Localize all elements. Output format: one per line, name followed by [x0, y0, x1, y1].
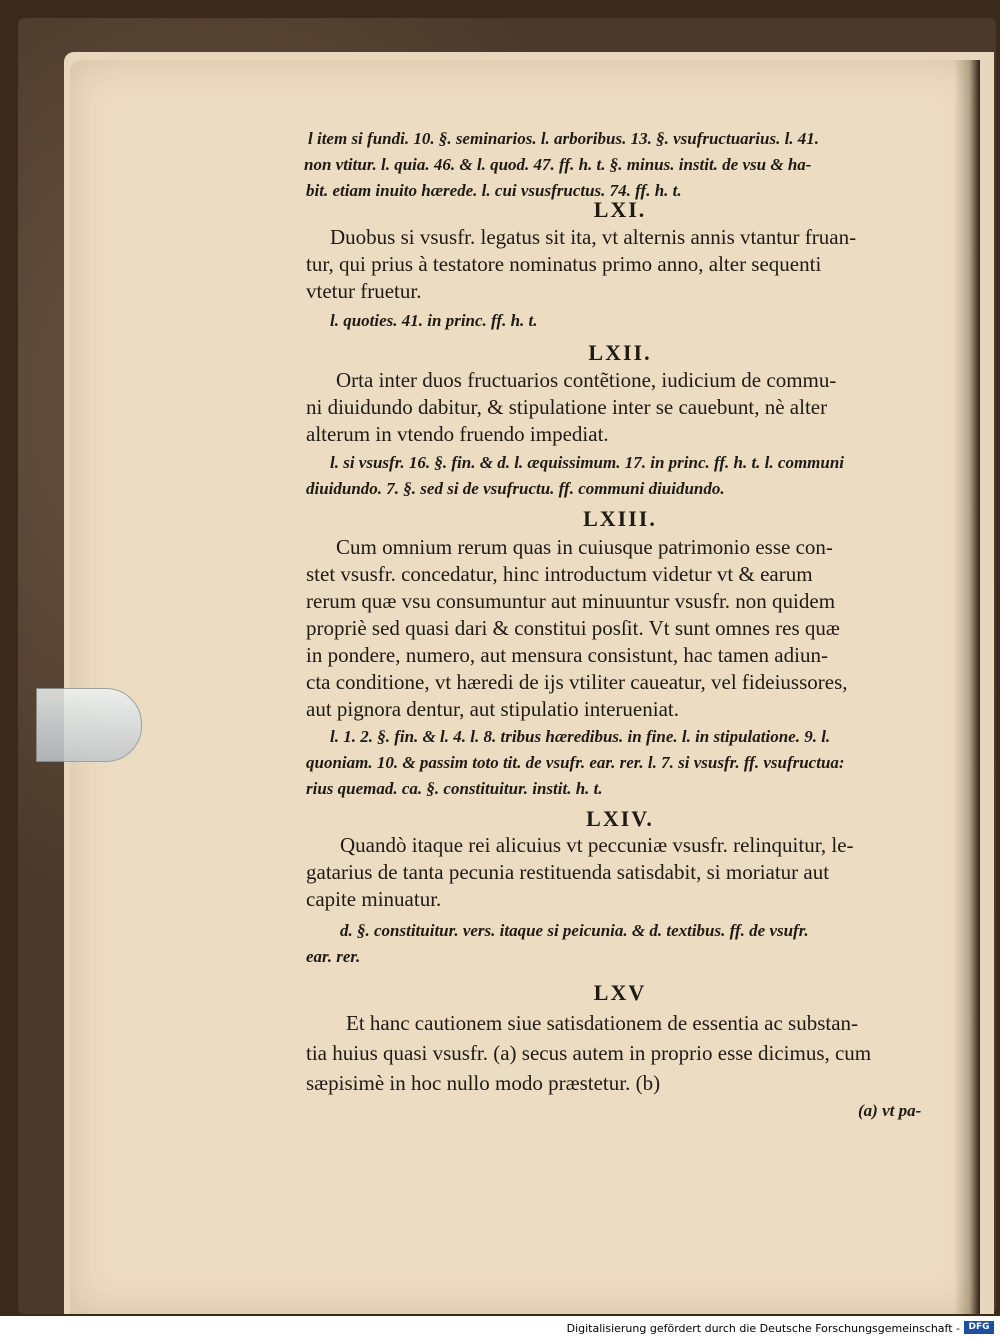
- paragraph-line: stet vsusfr. concedatur, hinc introductum videtur vt & earum: [306, 562, 813, 586]
- paragraph-line: rerum quæ vsu consumuntur aut minuuntur vsusfr. non quidem: [306, 589, 836, 613]
- citation-line: quoniam. 10. & passim toto tit. de vsufr. ear. rer. l. 7. si vsusfr. ff. vsufructua:: [306, 753, 845, 772]
- paragraph-line: propriè sed quasi dari & constitui posſit. Vt sunt omnes res quæ: [306, 616, 840, 640]
- paragraph-line: ni diuidundo dabitur, & stipulatione inter se cauebunt, nè alter: [306, 395, 828, 419]
- paragraph-line: aut pignora dentur, aut stipulatio interueniat.: [306, 697, 679, 721]
- section-number: LXV: [593, 980, 647, 1005]
- paragraph-line: Quandò itaque rei alicuius vt peccuniæ vsusfr. relinquitur, le-: [340, 833, 854, 857]
- citation-line: ear. rer.: [306, 947, 361, 966]
- bookmark-clip: [36, 688, 142, 762]
- citation-line: non vtitur. l. quia. 46. & l. quod. 47. ff. h. t. §. minus. instit. de vsu & ha-: [304, 155, 812, 174]
- citation-line: diuidundo. 7. §. sed si de vsufructu. ff. communi diuidundo.: [306, 479, 725, 498]
- paragraph-line: Orta inter duos fructuarios contẽtione, iudicium de commu-: [336, 368, 837, 392]
- paragraph-line: capite minuatur.: [306, 887, 442, 911]
- section-number: LXII.: [588, 340, 652, 365]
- section-number: LXIII.: [583, 506, 657, 531]
- paragraph-line: Et hanc cautionem siue satisdationem de essentia ac substan-: [346, 1011, 859, 1035]
- page-gutter: [954, 60, 980, 1314]
- paragraph-line: vtetur fruetur.: [306, 279, 422, 303]
- paragraph-line: in pondere, numero, aut mensura consistunt, hac tamen adiun-: [306, 643, 828, 667]
- paragraph-line: Cum omnium rerum quas in cuiusque patrimonio esse con-: [336, 535, 833, 559]
- section-number: LXI.: [593, 197, 647, 222]
- paragraph-line: sæpisimè in hoc nullo modo præstetur. (b): [306, 1071, 661, 1095]
- citation-line: l. quoties. 41. in princ. ff. h. t.: [330, 311, 538, 330]
- citation-line: l item si fundi. 10. §. seminarios. l. arboribus. 13. §. vsufructuarius. l. 41.: [308, 129, 820, 148]
- catchword: (a) vt pa-: [858, 1101, 922, 1120]
- citation-line: l. si vsusfr. 16. §. fin. & d. l. æquissimum. 17. in princ. ff. h. t. l. communi: [330, 453, 845, 472]
- citation-line: l. 1. 2. §. fin. & l. 4. l. 8. tribus hæredibus. in fine. l. in stipulatione. 9. l.: [330, 727, 831, 746]
- paragraph-line: alterum in vtendo fruendo impediat.: [306, 422, 609, 446]
- citation-line: bit. etiam inuito hærede. l. cui vsusfructus. 74. ff. h. t.: [306, 181, 682, 200]
- paragraph-line: Duobus si vsusfr. legatus sit ita, vt alternis annis vtantur fruan-: [330, 225, 857, 249]
- paragraph-line: cta conditione, vt hæredi de ijs vtiliter caueatur, vel fideiussores,: [306, 670, 848, 694]
- funding-notice: Digitalisierung gefördert durch die Deutsche Forschungsgemeinschaft -: [566, 1322, 960, 1335]
- citation-line: d. §. constituitur. vers. itaque si peicunia. & d. textibus. ff. de vsufr.: [340, 921, 809, 940]
- dfg-logo: DFG: [964, 1321, 994, 1334]
- paragraph-line: tur, qui prius à testatore nominatus primo anno, alter sequenti: [306, 252, 822, 276]
- paragraph-line: tia huius quasi vsusfr. (a) secus autem in proprio esse dicimus, cum: [306, 1041, 872, 1065]
- citation-line: rius quemad. ca. §. constituitur. instit. h. t.: [306, 779, 603, 798]
- paragraph-line: gatarius de tanta pecunia restituenda satisdabit, si moriatur aut: [306, 860, 830, 884]
- section-number: LXIV.: [586, 806, 654, 831]
